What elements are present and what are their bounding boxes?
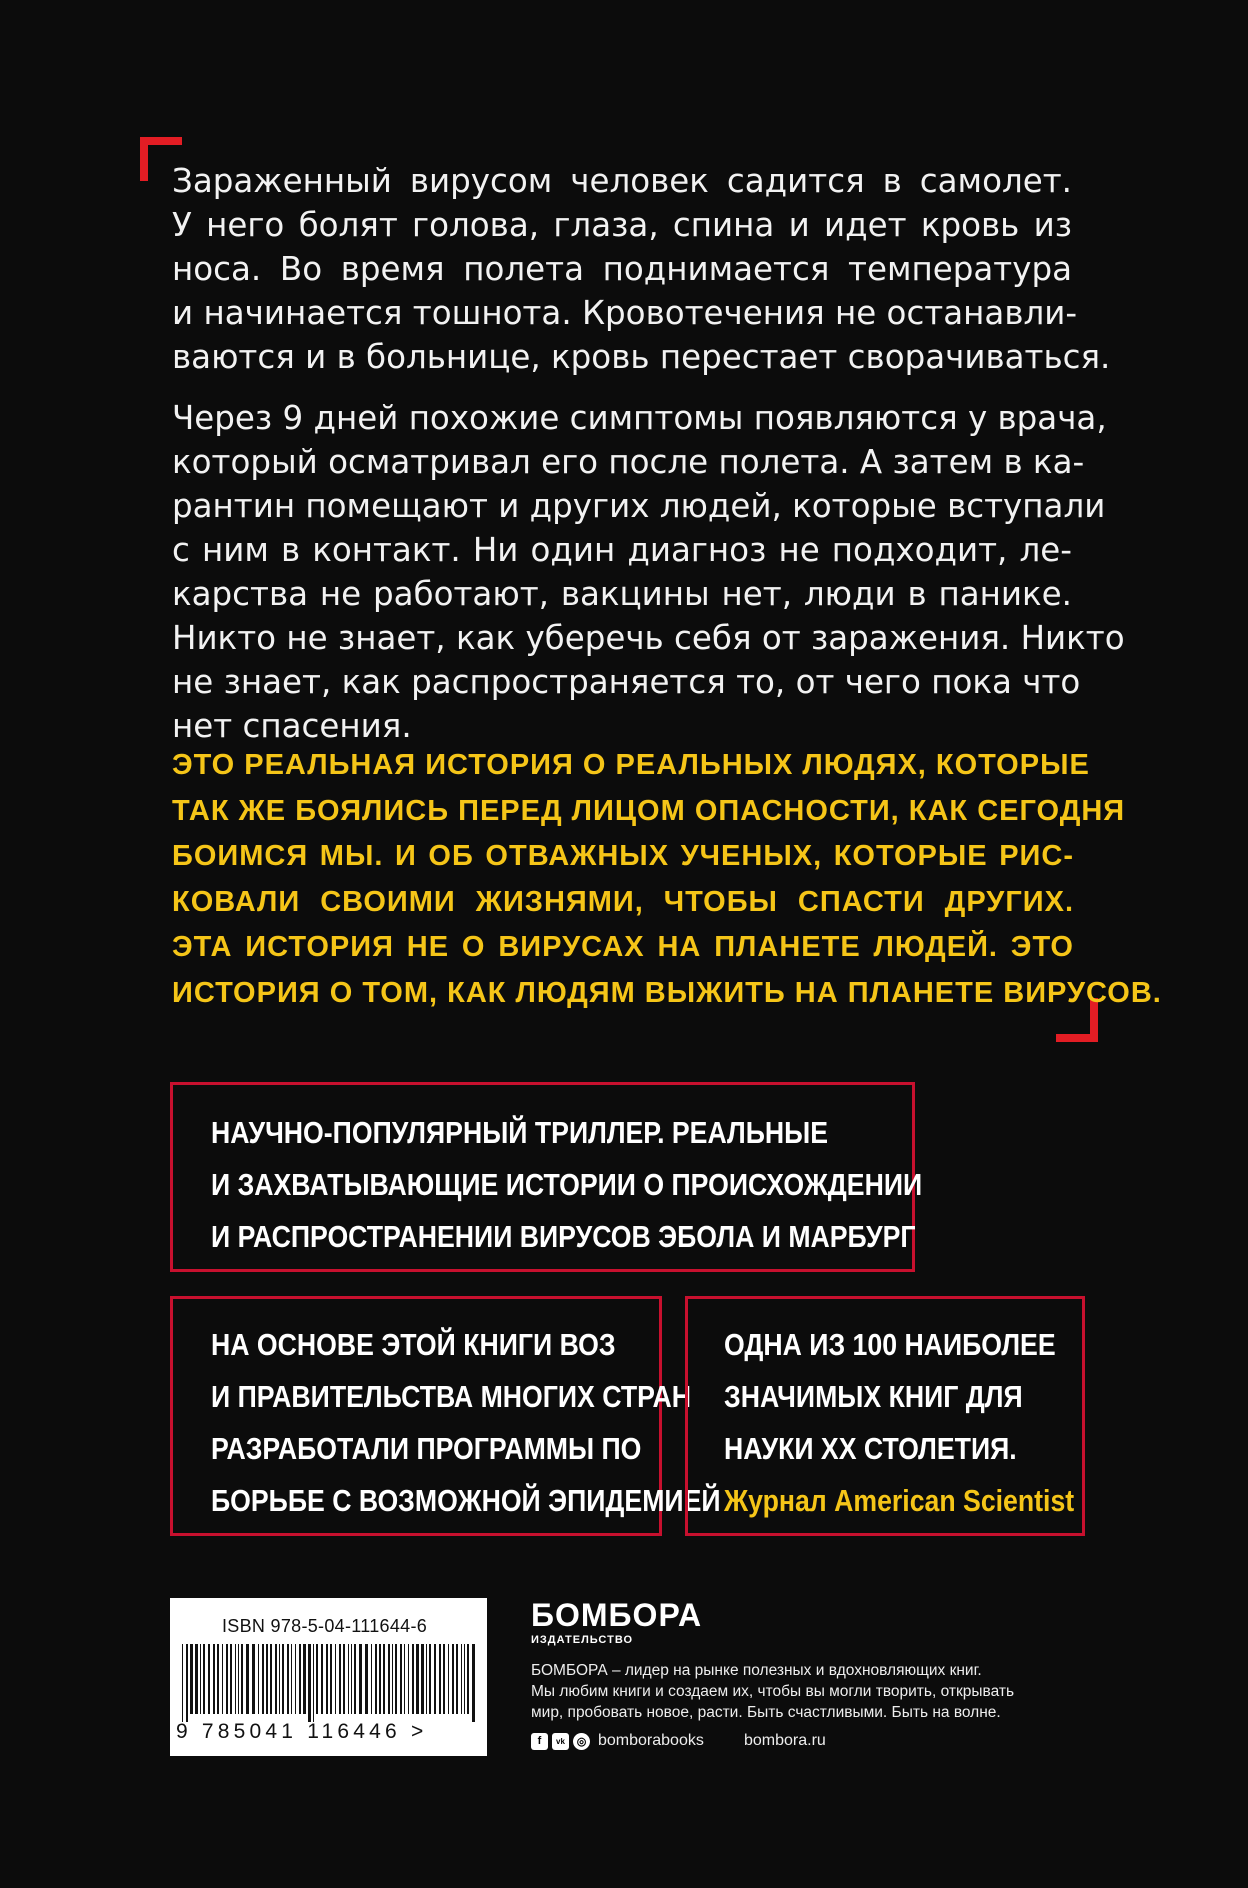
barcode-bar — [235, 1644, 236, 1714]
publisher-description-line: Мы любим книги и создаем их, чтобы вы могли творить, открывать — [531, 1683, 1015, 1700]
social-handle[interactable]: bomborabooks — [598, 1732, 704, 1749]
barcode-bar — [295, 1644, 296, 1714]
publisher-description-line: мир, пробовать новое, расти. Быть счастливыми. Быть на волне. — [531, 1704, 1001, 1721]
barcode-bar — [208, 1644, 210, 1714]
barcode-bar — [238, 1644, 239, 1714]
barcode-bar — [339, 1644, 341, 1714]
barcode-bar — [291, 1644, 292, 1714]
barcode-bar — [200, 1644, 201, 1714]
story-line: который осматривал его после полета. А затем в ка- — [172, 443, 1085, 481]
social-icons — [531, 1730, 590, 1752]
barcode-bar — [388, 1644, 390, 1714]
barcode-bar — [464, 1644, 465, 1714]
barcode-bar — [308, 1644, 311, 1722]
barcode-bar — [222, 1644, 223, 1714]
highlight-line: ТАК ЖЕ БОЯЛИСЬ ПЕРЕД ЛИЦОМ ОПАСНОСТИ, КАК СЕГОДНЯ — [172, 794, 1126, 827]
story-line: Через 9 дней похожие симптомы появляются у врача, — [172, 399, 1107, 437]
barcode-bar — [383, 1644, 385, 1714]
barcode-bar — [217, 1644, 219, 1714]
barcode-bar — [186, 1644, 188, 1722]
highlight-text — [172, 743, 1162, 1016]
barcode-bar — [365, 1644, 368, 1714]
barcode-bar — [379, 1644, 381, 1714]
barcode-bar — [190, 1644, 193, 1714]
barcode-bars — [180, 1644, 478, 1722]
story-line: карства не работают, вакцины нет, люди в панике. — [172, 575, 1072, 613]
barcode-bar — [321, 1644, 323, 1714]
barcode-bar — [282, 1644, 284, 1714]
barcode-bar — [203, 1644, 205, 1714]
barcode-bar — [252, 1644, 255, 1714]
website-link[interactable]: bombora.ru — [744, 1732, 826, 1749]
barcode-bar — [262, 1644, 264, 1714]
barcode-bar — [335, 1644, 336, 1714]
top100-line: ЗНАЧИМЫХ КНИГ ДЛЯ — [724, 1379, 1023, 1414]
publisher-description-line: БОМБОРА – лидер на рынке полезных и вдохновляющих книг. — [531, 1662, 982, 1679]
who-line: НА ОСНОВЕ ЭТОЙ КНИГИ ВОЗ — [211, 1327, 616, 1362]
barcode-bar — [348, 1644, 349, 1714]
barcode-bar — [258, 1644, 259, 1714]
story-line: У него болят голова, глаза, спина и идет кровь из — [172, 206, 1072, 244]
who-text — [211, 1319, 721, 1527]
facebook-icon[interactable]: f — [531, 1733, 548, 1750]
isbn-barcode — [170, 1598, 487, 1756]
barcode-bar — [375, 1644, 377, 1714]
story-paragraph-2 — [172, 396, 1125, 748]
who-box — [170, 1296, 721, 1536]
highlight-line: КОВАЛИ СВОИМИ ЖИЗНЯМИ, ЧТОБЫ СПАСТИ ДРУГИХ. — [172, 885, 1074, 918]
barcode-bar — [226, 1644, 228, 1714]
barcode-bar — [182, 1644, 183, 1722]
barcode-bar — [313, 1644, 314, 1722]
barcode-bar — [412, 1644, 414, 1714]
barcode-bar — [241, 1644, 243, 1714]
barcode-bar — [230, 1644, 232, 1714]
story-paragraph-1 — [172, 159, 1111, 379]
barcode-bar — [461, 1644, 462, 1714]
highlight-line: ЭТА ИСТОРИЯ НЕ О ВИРУСАХ НА ПЛАНЕТЕ ЛЮДЕЙ. ЭТО — [172, 931, 1074, 963]
story-line: с ним в контакт. Ни один диагноз не подходит, ле- — [172, 531, 1072, 569]
isbn-digits: 9 785041 116446 > — [176, 1720, 428, 1743]
top100-box — [685, 1296, 1085, 1536]
barcode-bar — [270, 1644, 272, 1714]
barcode-bar — [426, 1644, 427, 1714]
story-line: и начинается тошнота. Кровотечения не останавли- — [172, 294, 1078, 332]
instagram-icon[interactable]: ◎ — [573, 1733, 590, 1750]
story-line: Зараженный вирусом человек садится в самолет. — [172, 162, 1072, 200]
who-line: И ПРАВИТЕЛЬСТВА МНОГИХ СТРАН — [211, 1379, 692, 1414]
barcode-bar — [213, 1644, 215, 1714]
barcode-bar — [371, 1644, 372, 1714]
barcode-bar — [359, 1644, 362, 1714]
barcode-bar — [416, 1644, 419, 1714]
top100-line: ОДНА ИЗ 100 НАИБОЛЕЕ — [724, 1327, 1056, 1362]
isbn-label: ISBN 978-5-04-111644-6 — [222, 1616, 428, 1636]
highlight-line: ИСТОРИЯ О ТОМ, КАК ЛЮДЯМ ВЫЖИТЬ НА ПЛАНЕТЕ ВИРУСОВ. — [172, 976, 1162, 1009]
highlight-line: ЭТО РЕАЛЬНАЯ ИСТОРИЯ О РЕАЛЬНЫХ ЛЮДЯХ, КОТОРЫЕ — [172, 749, 1090, 781]
barcode-bar — [343, 1644, 345, 1714]
barcode-bar — [275, 1644, 277, 1714]
story-line: рантин помещают и других людей, которые вступали — [172, 487, 1106, 525]
barcode-bar — [429, 1644, 431, 1714]
vk-icon[interactable]: vk — [552, 1733, 569, 1750]
publisher-description — [531, 1660, 1051, 1723]
publisher-logo: БОМБОРА — [531, 1597, 703, 1633]
barcode-bar — [351, 1644, 352, 1714]
barcode-bar — [395, 1644, 397, 1714]
story-line: не знает, как распространяется то, от чего пока что — [172, 663, 1081, 701]
top100-source: Журнал American Scientist — [724, 1483, 1075, 1518]
barcode-bar — [330, 1644, 332, 1714]
barcode-bar — [456, 1644, 458, 1714]
barcode-bar — [421, 1644, 424, 1714]
story-line: носа. Во время полета поднимается температура — [172, 250, 1072, 288]
barcode-bar — [439, 1644, 441, 1714]
story-line: Никто не знает, как уберечь себя от заражения. Никто — [172, 619, 1125, 657]
story-line: нет спасения. — [172, 707, 412, 745]
thriller-text — [211, 1107, 922, 1263]
barcode-bar — [266, 1644, 268, 1714]
barcode-bar — [467, 1644, 469, 1714]
barcode-bar — [354, 1644, 356, 1714]
barcode-bar — [287, 1644, 289, 1714]
barcode-bar — [195, 1644, 198, 1714]
barcode-bar — [443, 1644, 445, 1714]
barcode-bar — [326, 1644, 328, 1714]
top100-line: НАУКИ XX СТОЛЕТИЯ. — [724, 1431, 1017, 1466]
barcode-bar — [434, 1644, 436, 1714]
barcode-bar — [452, 1644, 454, 1714]
barcode-bar — [299, 1644, 301, 1714]
thriller-line: НАУЧНО-ПОПУЛЯРНЫЙ ТРИЛЛЕР. РЕАЛЬНЫЕ — [211, 1115, 829, 1150]
barcode-bar — [279, 1644, 280, 1714]
barcode-bar — [246, 1644, 249, 1714]
highlight-line: БОИМСЯ МЫ. И ОБ ОТВАЖНЫХ УЧЕНЫХ, КОТОРЫЕ РИС- — [172, 840, 1074, 872]
barcode-bar — [392, 1644, 393, 1714]
publisher-subtitle: ИЗДАТЕЛЬСТВО — [531, 1634, 634, 1646]
who-line: РАЗРАБОТАЛИ ПРОГРАММЫ ПО — [211, 1431, 642, 1466]
thriller-line: И ЗАХВАТЫВАЮЩИЕ ИСТОРИИ О ПРОИСХОЖДЕНИИ — [211, 1167, 923, 1202]
barcode-bar — [303, 1644, 306, 1714]
who-line: БОРЬБЕ С ВОЗМОЖНОЙ ЭПИДЕМИЕЙ — [211, 1483, 721, 1518]
story-line: ваются и в больнице, кровь перестает сворачиваться. — [172, 338, 1111, 376]
thriller-line: И РАСПРОСТРАНЕНИИ ВИРУСОВ ЭБОЛА И МАРБУРГ — [211, 1219, 916, 1254]
top100-text — [724, 1319, 1074, 1527]
barcode-bar — [448, 1644, 449, 1714]
thriller-box — [170, 1082, 923, 1272]
barcode-bar — [408, 1644, 409, 1714]
barcode-bar — [400, 1644, 402, 1714]
barcode-bar — [404, 1644, 405, 1714]
barcode-bar — [472, 1644, 475, 1722]
barcode-bar — [316, 1644, 318, 1714]
